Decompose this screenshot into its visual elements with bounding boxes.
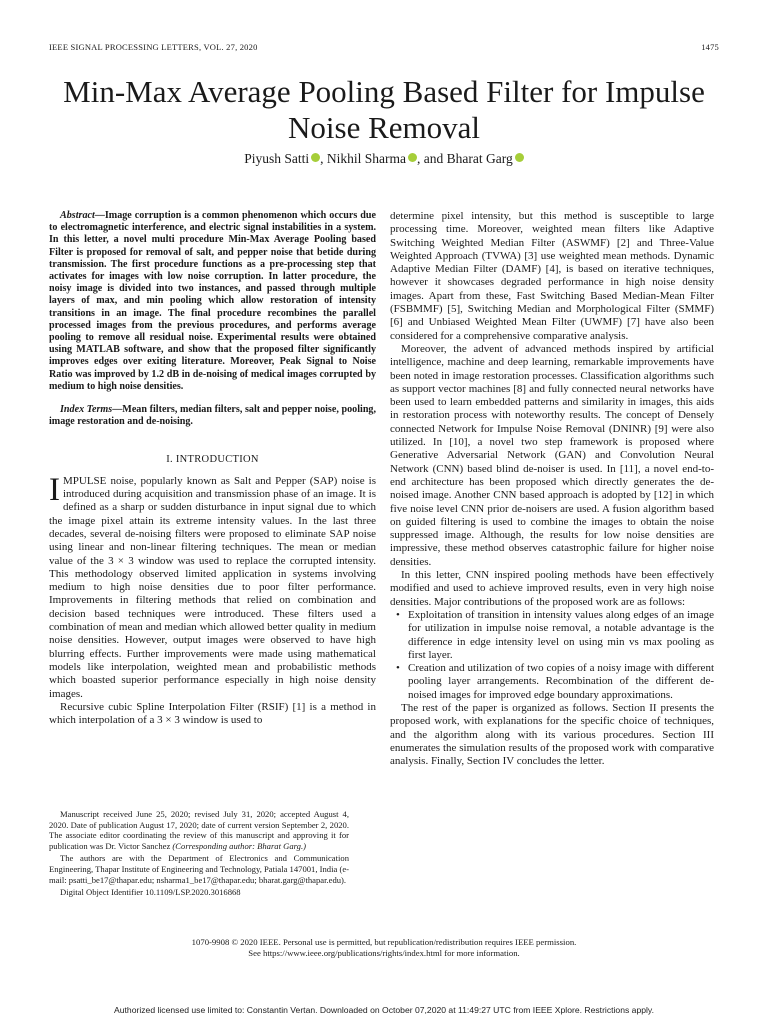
right-column — [390, 210, 714, 768]
index-terms-text: —Mean filters, median filters, salt and pepper noise, pooling, image restoration and de-noising. — [49, 404, 377, 428]
abstract — [49, 210, 376, 393]
copyright-notice: 1070-9908 © 2020 IEEE. Personal use is permitted, but republication/redistribution requires IEEE permission. See https://www.ieee.org/publications/rights/index.html for more information. — [40, 937, 728, 959]
section-heading: I. INTRODUCTION — [166, 454, 259, 466]
list-item: • Exploitation of transition in intensity values along edges of an image for utilization in impulse noise removal, a notable advantage is the difference in edge intensity level on using min vs max pooling as first layer. — [390, 609, 714, 662]
rights-link[interactable]: See https://www.ieee.org/publications/rights/index.html for more information. — [248, 948, 520, 958]
manuscript-footnote: Manuscript received June 25, 2020; revised July 31, 2020; accepted August 4, 2020. Date of publication August 17, 2020; date of current version September 2, 2020. The associate editor coordinating the review of this manuscript and approving it for publication was Dr. Victor Sanchez (Corresponding author: Bharat Garg.) — [49, 809, 349, 851]
drop-cap: I — [49, 471, 60, 508]
left-column — [49, 210, 376, 727]
index-terms-label: Index Terms — [60, 404, 113, 416]
abstract-text: —Image corruption is a common phenomenon which occurs due to electromagnetic interference, and electric signal instabilities in a system. In this letter, a novel multi procedure Min-Max Average Pooling based Filter is proposed for removal of salt, and pepper noise that betide during transmission. The first procedure functions as a pre-processing step that activates for images with low noise corruption. In latter procedure, the noisy image is divided into two instances, and passed through multiple layers of max, and min pooling which allow restoration of intensity transitions in an image. The final procedure recombines the parallel processed images from the previous procedures, and performs average pooling to remove all residual noise. Experimental results were obtained using MATLAB software, and show that the proposed filter significantly improves edges over exiting literature. Moreover, Peak Signal to Noise Ratio was improved by 1.2 dB in de-noising of medical images corrupted by medium to high noise densities. — [49, 210, 376, 392]
author-list — [40, 151, 728, 167]
orcid-icon[interactable] — [311, 153, 320, 162]
paper-title — [40, 74, 728, 146]
body-paragraph: In this letter, CNN inspired pooling methods have been effectively modified and used to achieve improved results, even in very high noise densities. Major contributions of the proposed work are as follows: — [390, 569, 714, 608]
footnotes — [49, 809, 349, 900]
index-terms — [49, 404, 376, 428]
orcid-icon[interactable] — [408, 153, 417, 162]
title-line-1: Min-Max Average Pooling Based Filter for Impulse — [63, 74, 705, 109]
body-paragraph: The rest of the paper is organized as follows. Section II presents the proposed work, with explanations for the specific choice of techniques, and the algorithm along with its various procedures. Section III enumerates the simulation results of the proposed work with comparative analysis. Finally, Section IV concludes the letter. — [390, 701, 714, 768]
list-item: • Creation and utilization of two copies of a noisy image with different pooling layer arrangements. Recombination of the different de-noised images for improved edge boundary approximations. — [390, 662, 714, 702]
author-name: Piyush Satti — [244, 151, 310, 166]
license-notice: Authorized licensed use limited to: Constantin Vertan. Downloaded on October 07,2020 at 11:49:27 UTC from IEEE Xplore. Restrictions apply. — [114, 1005, 654, 1015]
intro-paragraph: Recursive cubic Spline Interpolation Filter (RSIF) [1] is a method in which interpolation of a 3 × 3 window is used to — [49, 700, 376, 727]
affiliation-footnote: The authors are with the Department of Electronics and Communication Engineering, Thapar Institute of Engineering and Technology, Patiala 147001, India (e-mail: psatti_be17@thapar.edu; nsharma1_be17@thapar.edu; bharat.garg@thapar.edu). — [49, 853, 349, 885]
body-paragraph: Moreover, the advent of advanced methods inspired by artificial intelligence, machine and deep learning, remarkable improvements have been noted in image restoration processes. Classification algorithms such as support vector machines [8] and fully connected neural networks have been used to learn embedded patterns and similarity in images, this aids in restoration process with noteworthy results. The concept of Densely connected Network for Impulse Noise Removal (DNINR) [9] were also utilized. In [10], a novel two step framework is proposed where Generative Adversarial Network (GAN) and Convolution Neural Network (CNN) based blind de-noiser is used. In [11], a novel end-to-end architecture has been proposed which directly generates the de-noised image. Another CNN based approach is adopted by [12] in which five noise level CNN prior de-noisers are used. A fusion algorithm based on guided filtering is used to combine the images to obtain the noise suppressed image. Although, the results for low noise densities are impressive, these method observes catastrophic failure for higher noise densities. — [390, 342, 714, 568]
doi-footnote: Digital Object Identifier 10.1109/LSP.2020.3016868 — [60, 887, 241, 898]
intro-paragraph: IMPULSE noise, popularly known as Salt and Pepper (SAP) noise is introduced during acquisition and transmission phase of an image. It is defined as a sharp or sudden disturbance in input signal due to which the image pixel attain its extreme intensity values. In the last three decades, several de-noising filters were proposed to eliminate SAP noise using linear and non-linear filtering techniques. The mean or median value of the 3 × 3 window was used to replace the corrupted intensity. This methodology observed limited application in systems involving medium to high noise densities due to poor filter performance. Improvements in filtering methods that relied on combination and decision based techniques were introduced. These filters used a combination of mean and median which allowed better quality in medium noise densities. However, output images were observed to have high blurring effects. Further improvements were made using mathematical models like interpolation, weighted mean and probabilistic methods which boasted superior performance especially in high noise density images. — [49, 471, 376, 700]
author-name: , and Bharat Garg — [417, 151, 513, 166]
running-header-journal: IEEE SIGNAL PROCESSING LETTERS, VOL. 27, 2020 — [49, 42, 258, 52]
contribution-list — [390, 609, 714, 702]
page-number: 1475 — [701, 42, 719, 52]
orcid-icon[interactable] — [515, 153, 524, 162]
author-name: , Nikhil Sharma — [320, 151, 407, 166]
title-line-2: Noise Removal — [288, 110, 480, 145]
body-paragraph: determine pixel intensity, but this method is susceptible to large processing time. Moreover, weighted mean filters like Adaptive Switching Weighted Median Filter (ASWMF) [2] and Three-Value Weighted Approach (TVWA) [3] use weighted mean methods. Dynamic Adaptive Median Filter (DAMF) [4], is based on iterative techniques, however it showcases degraded performance in high noise density images. Apart from these, Fast Switching Based Median-Mean Filter (FSBMMF) [5], Switching Median and Morphological Filter (SMMF) [6] and Unbiased Weighted Mean Filter (UWMF) [7] have also been considered for a comprehensive comparative analysis. — [390, 210, 714, 342]
abstract-label: Abstract — [60, 210, 95, 221]
